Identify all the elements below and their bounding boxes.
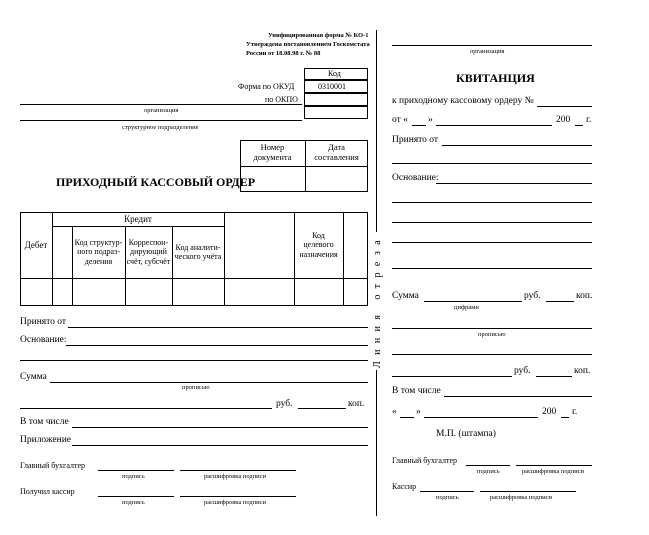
receipt-basis-line4[interactable]: [392, 242, 592, 243]
receipt-basis-line2[interactable]: [392, 202, 592, 203]
cashier-label: Получил кассир: [20, 487, 75, 496]
receipt-digits-caption: цифрами: [454, 304, 479, 311]
chief-accountant-signature-field[interactable]: [98, 470, 174, 471]
organization-caption: организация: [144, 107, 179, 114]
receipt-year2-suffix: г.: [572, 407, 578, 417]
receipt-date-open: от «: [392, 115, 408, 125]
receipt-year2-field[interactable]: [561, 417, 569, 418]
receipt-year-field[interactable]: [575, 125, 583, 126]
subdivision-caption: структурное подразделение: [122, 124, 199, 131]
cashier-decoding-field[interactable]: [180, 496, 296, 497]
receipt-basis-line5[interactable]: [392, 268, 592, 269]
accepted-from-label: Принято от: [20, 317, 67, 327]
receipt-kop-label: коп.: [576, 291, 593, 301]
accepted-from-field[interactable]: [68, 327, 368, 328]
receipt-sum-label: Сумма: [392, 291, 419, 301]
basis-field[interactable]: [66, 345, 368, 346]
receipt-date-mid: »: [428, 115, 433, 125]
receipt-rub-label-2: руб.: [514, 366, 531, 376]
receipt-date2-close: »: [416, 407, 421, 417]
receipt-stamp-label: М.П. (штампа): [436, 429, 496, 439]
cut-line-label: Линия отреза: [372, 233, 383, 368]
receipt-year-prefix: 200: [556, 115, 571, 125]
receipt-date2-open: «: [392, 407, 397, 417]
receipt-basis-line3[interactable]: [392, 222, 592, 223]
credit-header: Кредит: [124, 213, 152, 224]
doc-number-header: Номер документа: [253, 142, 292, 162]
receipt-title: КВИТАНЦИЯ: [456, 71, 535, 85]
cashier-signature-field[interactable]: [98, 496, 174, 497]
analytic-code-header: Код аналити- ческого учёта: [174, 242, 222, 261]
organization-line[interactable]: [20, 104, 302, 105]
receipt-month2-field[interactable]: [424, 417, 538, 418]
receipt-cashier-decoding-field[interactable]: [480, 491, 576, 492]
receipt-year-suffix: г.: [586, 115, 592, 125]
subdivision-line[interactable]: [20, 120, 302, 121]
document-title: ПРИХОДНЫЙ КАССОВЫЙ ОРДЕР: [56, 175, 256, 189]
purpose-code-header: Код целевого назначения: [299, 231, 338, 259]
receipt-including-field[interactable]: [444, 396, 592, 397]
okpo-label: по ОКПО: [265, 95, 298, 104]
receipt-chief-decoding-caption: расшифровка подписи: [522, 468, 585, 475]
basis-label: Основание:: [20, 335, 67, 345]
sum-field[interactable]: [50, 382, 368, 383]
receipt-accepted-from-label: Принято от: [392, 135, 439, 145]
doc-date-header: Дата составления: [314, 142, 359, 162]
receipt-accepted-from-field[interactable]: [442, 145, 592, 146]
receipt-basis-field[interactable]: [436, 183, 592, 184]
receipt-basis-label: Основание:: [392, 173, 439, 183]
okud-value: 0310001: [318, 82, 346, 91]
receipt-sum-words-line3[interactable]: [392, 376, 512, 377]
receipt-cashier-signature-caption: подпись: [436, 494, 459, 501]
receipt-cashier-signature-field[interactable]: [420, 491, 474, 492]
receipt-month-field[interactable]: [436, 125, 552, 126]
receipt-chief-decoding-field[interactable]: [516, 465, 592, 466]
sum-field-line2[interactable]: [20, 408, 272, 409]
form-header-line2: Утверждена постановлением Госкомстата: [246, 41, 370, 48]
form-header-line1: Унифицированная форма № КО-1: [268, 32, 369, 39]
receipt-chief-accountant-label: Главный бухгалтер: [392, 456, 457, 465]
receipt-organization-caption: организация: [470, 48, 505, 55]
form-header-line3: России от 18.08.98 г. № 88: [246, 50, 321, 57]
chief-accountant-signature-caption: подпись: [122, 473, 145, 480]
including-field[interactable]: [72, 427, 368, 428]
receipt-order-number-label: к приходному кассовому ордеру №: [392, 96, 534, 106]
codes-header: Код: [328, 69, 341, 78]
receipt-sum-kop-field[interactable]: [546, 301, 574, 302]
receipt-sum-rub-field[interactable]: [424, 301, 522, 302]
chief-accountant-decoding-field[interactable]: [180, 470, 296, 471]
okud-label: Форма по ОКУД: [238, 82, 295, 91]
receipt-organization-line[interactable]: [392, 45, 592, 46]
receipt-year2-prefix: 200: [542, 407, 557, 417]
rub-label: руб.: [276, 399, 293, 409]
cashier-signature-caption: подпись: [122, 499, 145, 506]
receipt-kop-field-2[interactable]: [536, 376, 572, 377]
sum-in-words-caption: прописью: [182, 384, 210, 391]
receipt-in-words-caption: прописью: [478, 331, 506, 338]
attachment-field[interactable]: [72, 445, 368, 446]
corr-account-header: Корреспон- дирующий счёт, субсчёт: [126, 238, 171, 266]
chief-accountant-label: Главный бухгалтер: [20, 461, 85, 470]
kop-label: коп.: [348, 399, 365, 409]
receipt-chief-signature-caption: подпись: [477, 468, 500, 475]
receipt-sum-words-line2[interactable]: [392, 354, 592, 355]
receipt-day-field[interactable]: [412, 125, 426, 126]
kop-field[interactable]: [298, 408, 346, 409]
sum-label: Сумма: [20, 372, 47, 382]
receipt-order-number-field[interactable]: [537, 106, 592, 107]
doc-date-field[interactable]: [306, 167, 367, 191]
receipt-day2-field[interactable]: [400, 417, 414, 418]
receipt-cashier-label: Кассир: [392, 482, 417, 491]
receipt-sum-words-field[interactable]: [392, 328, 592, 329]
attachment-label: Приложение: [20, 435, 71, 445]
basis-field-line2[interactable]: [20, 360, 368, 361]
receipt-chief-signature-field[interactable]: [466, 465, 510, 466]
receipt-cashier-decoding-caption: расшифровка подписи: [490, 494, 553, 501]
receipt-accepted-from-line2[interactable]: [392, 163, 592, 164]
unit-code-header: Код структур- ного подраз- деления: [74, 238, 123, 266]
receipt-rub-label: руб.: [524, 291, 541, 301]
okpo-value-cell[interactable]: [304, 93, 368, 106]
debit-header: Дебет: [24, 239, 48, 250]
cashier-decoding-caption: расшифровка подписи: [204, 499, 267, 506]
unit-code-cell[interactable]: [304, 106, 368, 119]
receipt-kop-label-2: коп.: [574, 366, 591, 376]
including-label: В том числе: [20, 417, 69, 427]
chief-accountant-decoding-caption: расшифровка подписи: [204, 473, 267, 480]
receipt-including-label: В том числе: [392, 386, 441, 396]
